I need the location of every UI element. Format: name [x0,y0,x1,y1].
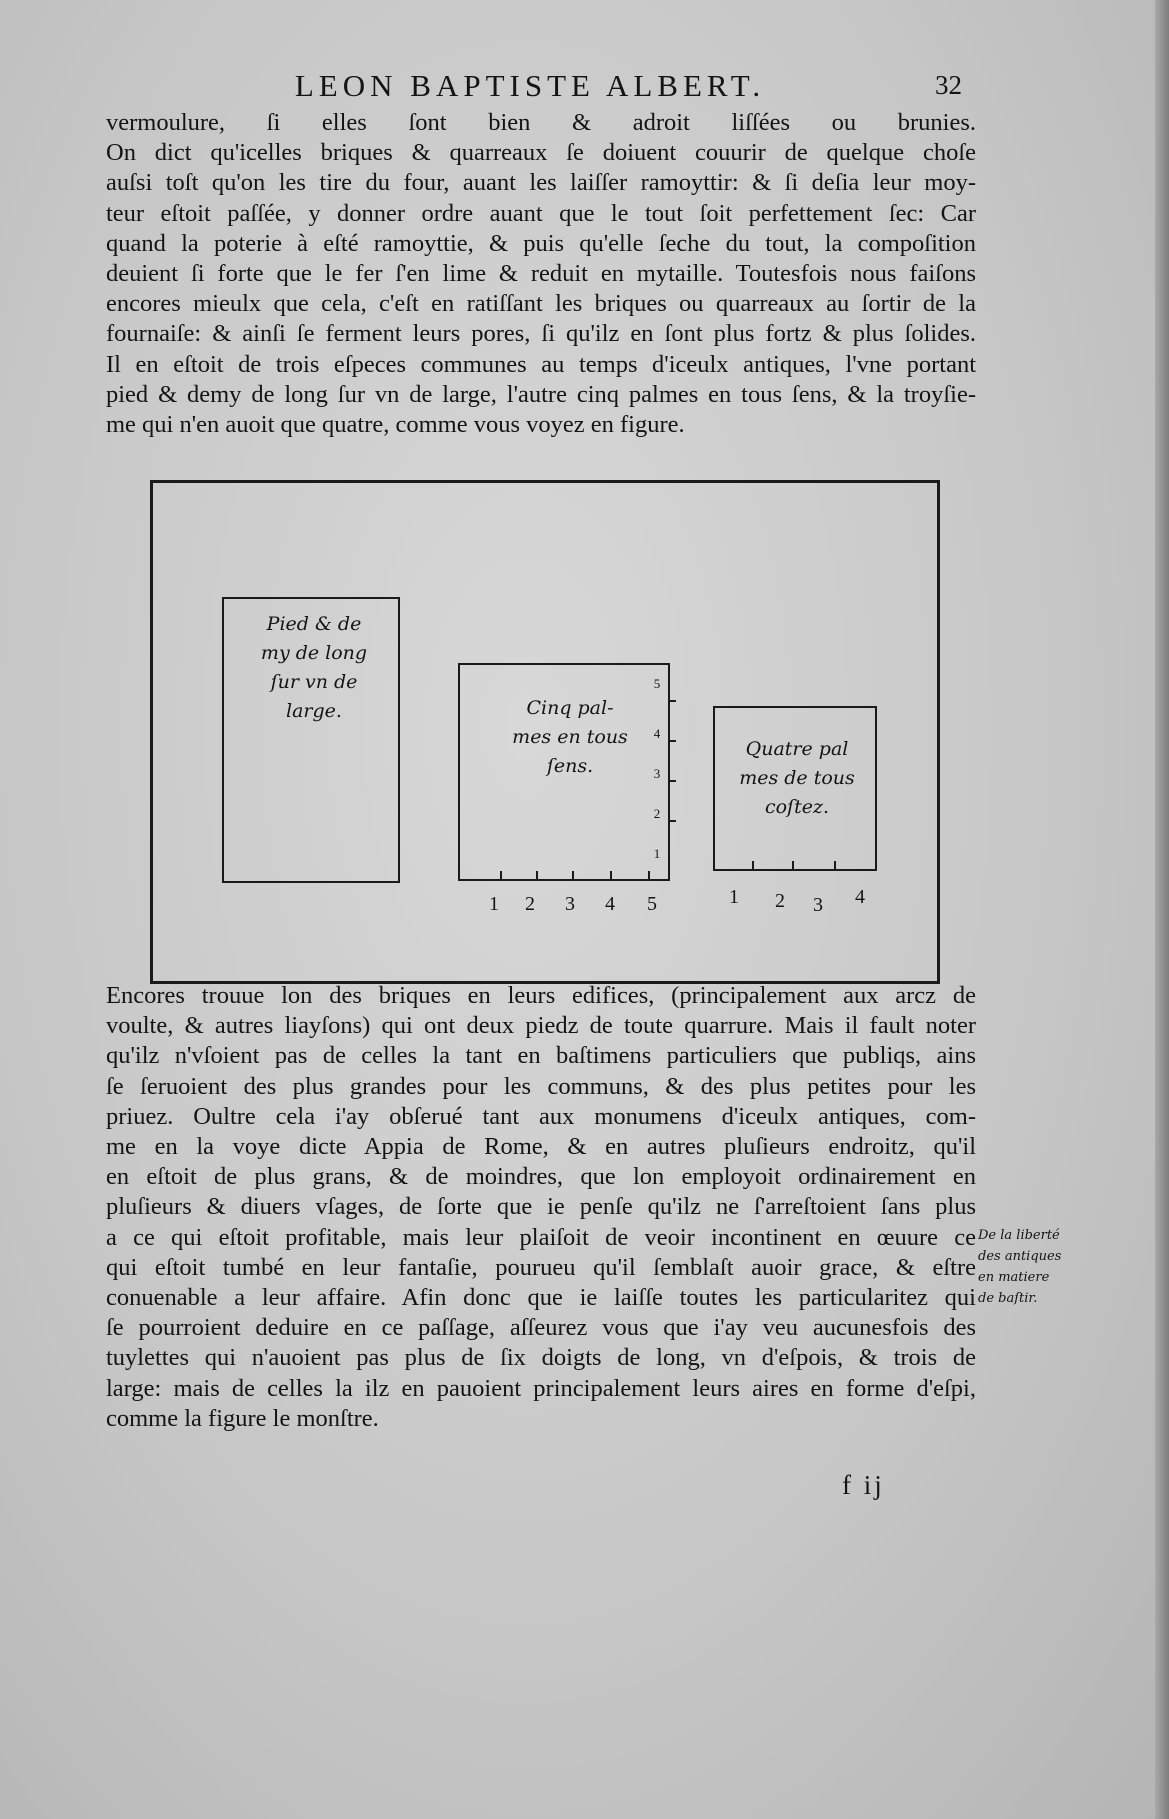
vscale-label: 5 [653,676,661,691]
text-line: pied & demy de long ſur vn de large, l'autre cinq palmes en tous ſens, & la troyſie- [106,380,976,408]
text-line: qui eſtoit tumbé en leur fantaſie, pourueu qu'il ſemblaſt auoir grace, & eſtre [106,1253,976,1281]
body-text-bottom [106,981,976,1434]
text-line: tuylettes qui n'auoient pas plus de ſix doigts de long, vn d'eſpois, & trois de [106,1344,976,1372]
brick-four-palms-caption [722,735,872,822]
caption-line: mes de tous [739,767,855,789]
margin-note [978,1225,1078,1309]
scale-label: 3 [565,893,575,915]
text-line: comme la figure le monſtre. [106,1404,379,1432]
text-line: priuez. Oultre cela i'ay obſerué tant aux monumens d'iceulx antiques, com- [106,1102,976,1130]
text-line: large: mais de celles la ilz en pauoient principalement leurs aires en forme d'eſpi, [106,1374,976,1402]
scale-label: 4 [605,893,615,915]
brick-five-palms [458,663,670,881]
text-line: me qui n'en auoit que quatre, comme vous voyez en figure. [106,411,685,439]
text-line: pluſieurs & diuers vſages, de ſorte que ie penſe qu'ilz ne ſ'arreſtoient ſans plus [106,1193,976,1221]
text-line: vermoulure, ſi elles ſont bien & adroit liſſées ou brunies. [106,109,976,136]
caption-line: coſtez. [764,796,830,818]
text-line: a ce qui eſtoit profitable, mais leur plaiſoit de veoir incontinent en œuure ce [106,1223,976,1251]
scale-tick [834,861,836,871]
brick-five-palms-caption [498,694,642,781]
scale-tick [668,780,676,782]
text-line: en eſtoit de plus grans, & de moindres, que lon employoit ordinairement en [106,1163,976,1191]
page-number: 32 [935,70,962,100]
scale-tick [648,871,650,881]
text-line: On dict qu'icelles briques & quarreaux ſe doiuent couurir de quelque choſe [106,139,976,167]
margin-note-line: des antiques [978,1249,1062,1264]
vscale-label: 4 [653,726,661,741]
scale-tick [668,820,676,822]
scale-label: 5 [647,893,657,915]
brick-four-palms [713,706,877,871]
running-title: LEON BAPTISTE ALBERT. [294,68,766,103]
caption-line: ſens. [546,755,594,777]
running-head [0,68,1169,108]
text-line: quand la poterie à eſté ramoyttie, & puis qu'elle ſeche du tout, la compoſition [106,229,976,257]
brick-large [222,597,400,883]
margin-note-line: de baſtir. [978,1291,1038,1306]
scale-tick [500,871,502,881]
text-line: deuient ſi forte que le fer ſ'en lime & reduit en mytaille. Toutesfois nous faiſons [106,260,976,288]
text-line: ſe ſeruoient des plus grandes pour les communs, & des plus petites pour les [106,1072,976,1100]
scale-label: 3 [813,894,823,916]
scale-label: 1 [729,886,739,908]
margin-note-line: en matiere [978,1270,1050,1285]
scale-label: 2 [525,893,535,915]
vscale-label: 2 [653,806,661,821]
scale-tick [668,700,676,702]
text-line: conuenable a leur affaire. Afin donc que ie laiſſe toutes les particularitez qui [106,1284,976,1312]
scale-tick [668,740,676,742]
text-line: Il en eſtoit de trois eſpeces communes au temps d'iceulx antiques, l'vne portant [106,350,976,378]
vscale-label: 3 [653,766,661,781]
scale-tick [610,871,612,881]
scale-tick [792,861,794,871]
scale-label: 4 [855,886,865,908]
text-line: fournaiſe: & ainſi ſe ferment leurs pores, ſi qu'ilz en ſont plus fortz & plus ſolides. [106,320,976,348]
caption-line: mes en tous [512,726,628,748]
text-line: voulte, & autres liayſons) qui ont deux piedz de toute quarrure. Mais il fault noter [106,1012,976,1040]
caption-line: Quatre pal [745,738,849,760]
caption-line: ſur vn de [270,671,358,693]
text-line: encores mieulx que cela, c'eſt en ratiſſant les briques ou quarreaux au ſortir de la [106,290,976,318]
vscale-label: 1 [653,846,661,861]
text-line: qu'ilz n'vſoient pas de celles la tant en baſtimens particuliers que publiqs, ains [106,1042,976,1070]
text-line: ſe pourroient deduire en ce paſſage, aſſeurez vous que i'ay veu aucunesfois des [106,1314,976,1342]
scale-label: 1 [489,893,499,915]
caption-line: Cinq pal- [526,697,614,719]
scale-tick [572,871,574,881]
caption-line: my de long [260,642,368,664]
scale-label: 2 [775,890,785,912]
caption-line: large. [286,700,342,722]
scale-tick [536,871,538,881]
figure-frame [150,480,940,984]
brick-large-caption [236,610,392,726]
text-line: teur eſtoit paſſée, y donner ordre auant que le tout ſoit perfettement ſec: Car [106,199,976,227]
text-line: auſsi toſt qu'on les tire du four, auant les laiſſer ramoyttir: & ſi deſia leur moy- [106,169,976,197]
scale-tick [752,861,754,871]
caption-line: Pied & de [266,613,362,635]
body-text-top [106,108,976,440]
text-line: me en la voye dicte Appia de Rome, & en autres pluſieurs endroitz, qu'il [106,1133,976,1161]
page-edge [1155,0,1169,1819]
margin-note-line: De la liberté [978,1228,1060,1243]
signature-mark: f ij [842,1470,885,1500]
text-line: Encores trouue lon des briques en leurs edifices, (principalement aux arcz de [106,982,976,1009]
